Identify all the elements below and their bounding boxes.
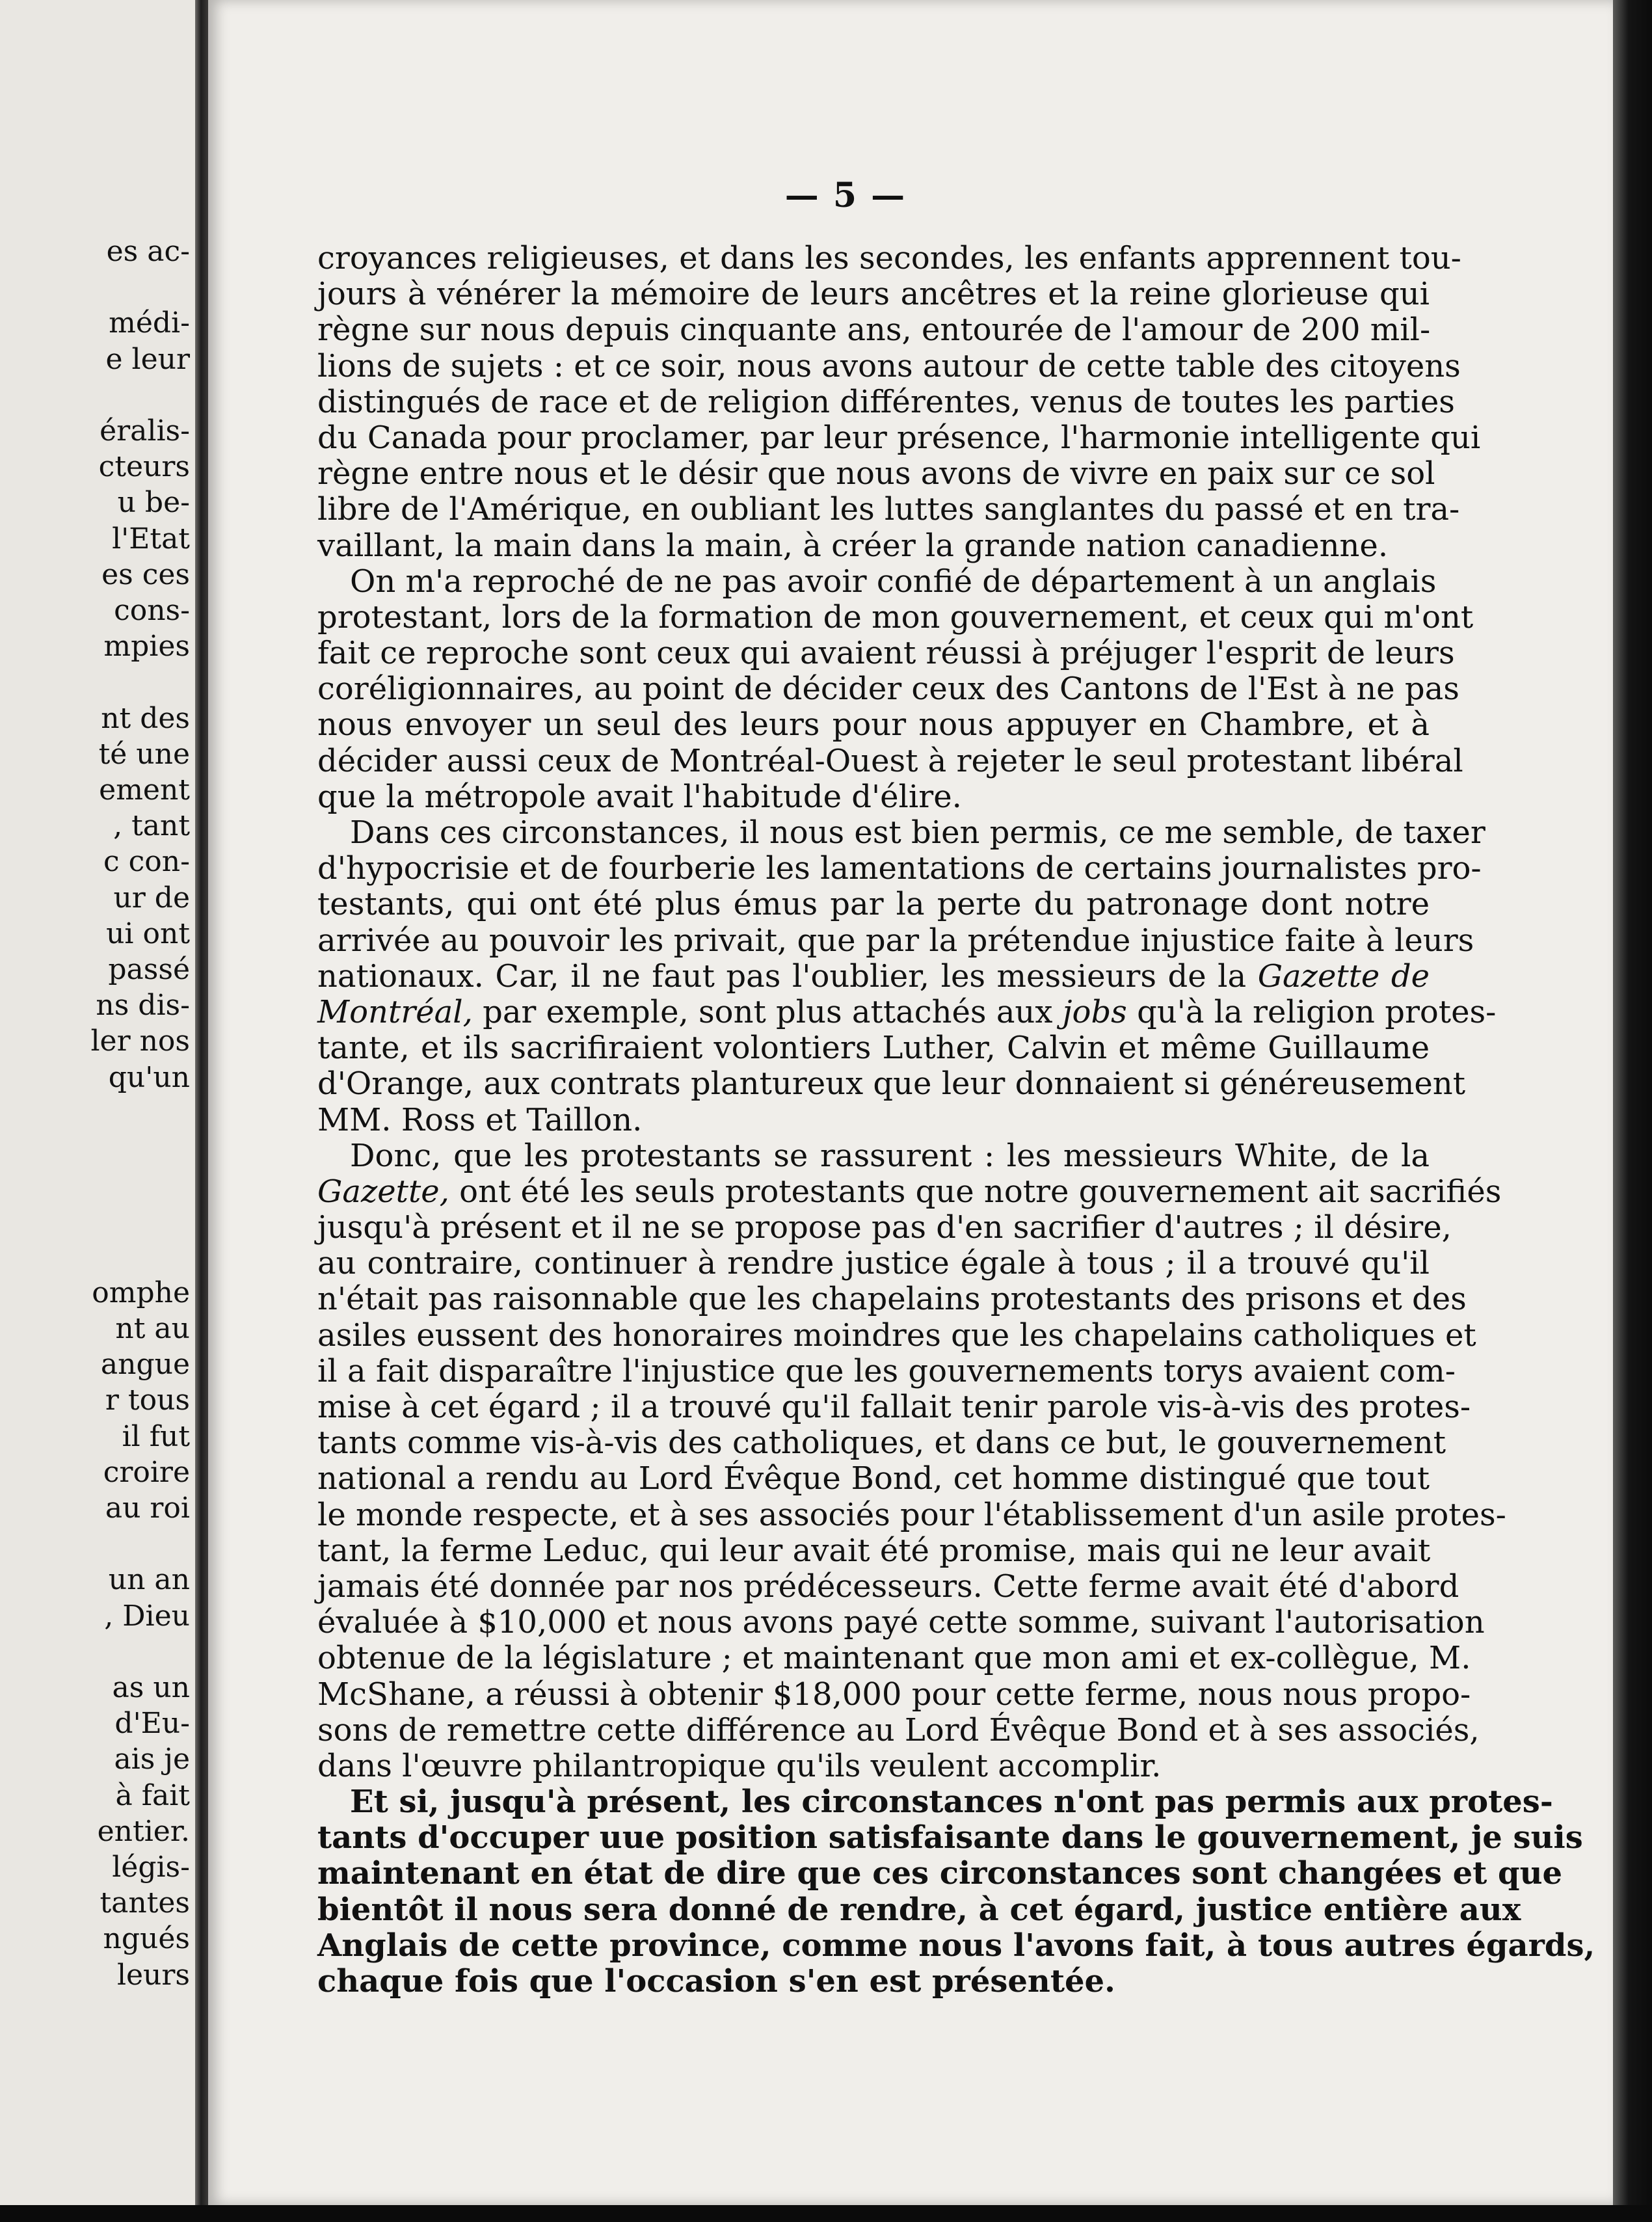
- text-line: nous envoyer un seul des leurs pour nous appuyer en Chambre, et à: [317, 706, 1430, 743]
- left-page-line: u be-: [117, 486, 190, 520]
- text-line: que la métropole avait l'habitude d'élire.: [317, 778, 962, 815]
- left-page-line: té une: [98, 737, 190, 771]
- left-page-line: éralis-: [100, 414, 190, 448]
- page-number: — 5 —: [784, 176, 907, 215]
- text-line: tants d'occuper uue position satisfaisante dans le gouvernement, je suis: [317, 1819, 1583, 1856]
- text-line: testants, qui ont été plus émus par la perte du patronage dont notre: [317, 886, 1430, 923]
- book-gutter: [195, 0, 208, 2222]
- text-line: Anglais de cette province, comme nous l'avons fait, à tous autres égards,: [317, 1927, 1595, 1964]
- text-line: bientôt il nous sera donné de rendre, à cet égard, justice entière aux: [317, 1891, 1521, 1928]
- paragraph: [317, 1137, 1506, 1784]
- text-line: il a fait disparaître l'injustice que les gouvernements torys avaient com-: [317, 1352, 1456, 1389]
- text-line: maintenant en état de dire que ces circonstances sont changées et que: [317, 1855, 1563, 1892]
- page-bottom-edge: [0, 2205, 1652, 2222]
- left-page-line: cteurs: [98, 450, 190, 484]
- text-line: évaluée à $10,000 et nous avons payé cette somme, suivant l'autorisation: [317, 1604, 1485, 1641]
- left-page-line: e leur: [105, 342, 190, 376]
- text-line: décider aussi ceux de Montréal-Ouest à rejeter le seul protestant libéral: [317, 742, 1463, 779]
- text-line: n'était pas raisonnable que les chapelains protestants des prisons et des: [317, 1281, 1467, 1318]
- paragraph: [317, 814, 1497, 1138]
- left-page-line: nt au: [115, 1312, 190, 1345]
- body-text: [317, 240, 1595, 2000]
- left-page-line: cons-: [114, 594, 190, 627]
- left-page-line: as un: [112, 1671, 190, 1704]
- text-line: règne entre nous et le désir que nous avons de vivre en paix sur ce sol: [317, 455, 1435, 492]
- text-line: obtenue de la législature ; et maintenant que mon ami et ex-collègue, M.: [317, 1640, 1471, 1677]
- left-page-line: au roi: [105, 1492, 190, 1525]
- left-page-line: , tant: [113, 809, 190, 843]
- text-line: McShane, a réussi à obtenir $18,000 pour cette ferme, nous nous propo-: [317, 1676, 1471, 1713]
- text-line: d'hypocrisie et de fourberie les lamentations de certains journalistes pro-: [317, 850, 1482, 887]
- text-line: mise à cet égard ; il a trouvé qu'il fallait tenir parole vis-à-vis des protes-: [317, 1389, 1471, 1425]
- text-line: Gazette, ont été les seuls protestants que notre gouvernement ait sacrifiés: [317, 1173, 1502, 1210]
- paragraph: [317, 563, 1474, 815]
- text-line: distingués de race et de religion différentes, venus de toutes les parties: [317, 383, 1455, 420]
- left-page-line: ui ont: [106, 917, 190, 950]
- left-page-line: ngués: [103, 1922, 190, 1956]
- text-line: tants comme vis-à-vis des catholiques, et dans ce but, le gouvernement: [317, 1425, 1446, 1462]
- text-line: Montréal, par exemple, sont plus attachés aux jobs qu'à la religion protes-: [317, 993, 1497, 1030]
- previous-page-fragment: [0, 0, 195, 2222]
- text-line: croyances religieuses, et dans les secondes, les enfants apprennent tou-: [317, 240, 1461, 276]
- text-line: coréligionnaires, au point de décider ceux des Cantons de l'Est à ne pas: [317, 671, 1459, 708]
- left-page-line: ns dis-: [96, 989, 190, 1023]
- left-page-line: qu'un: [108, 1060, 190, 1094]
- text-line: du Canada pour proclamer, par leur présence, l'harmonie intelligente qui: [317, 419, 1481, 456]
- left-page-line: légis-: [112, 1851, 190, 1884]
- text-line: tant, la ferme Leduc, qui leur avait été promise, mais qui ne leur avait: [317, 1532, 1431, 1569]
- left-page-line: leurs: [116, 1958, 190, 1992]
- paragraph: [317, 1784, 1595, 2000]
- text-line: lions de sujets : et ce soir, nous avons autour de cette table des citoyens: [317, 347, 1461, 384]
- page-edge-shadow: [1613, 0, 1652, 2222]
- left-page-line: es ces: [101, 557, 190, 591]
- left-page-line: mpies: [103, 630, 190, 663]
- text-line: règne sur nous depuis cinquante ans, entourée de l'amour de 200 mil-: [317, 312, 1431, 349]
- text-line: d'Orange, aux contrats plantureux que leur donnaient si généreusement: [317, 1065, 1465, 1103]
- text-line: asiles eussent des honoraires moindres que les chapelains catholiques et: [317, 1317, 1476, 1354]
- text-line: sons de remettre cette différence au Lord Évêque Bond et à ses associés,: [317, 1711, 1480, 1748]
- text-line: chaque fois que l'occasion s'en est présentée.: [317, 1963, 1115, 2000]
- text-line: nationaux. Car, il ne faut pas l'oublier, les messieurs de la Gazette de: [317, 957, 1430, 995]
- left-page-line: médi-: [109, 306, 190, 340]
- left-page-line: croire: [103, 1455, 190, 1489]
- left-page-line: c con-: [103, 845, 190, 879]
- text-line: On m'a reproché de ne pas avoir confié de département à un anglais: [350, 563, 1437, 600]
- left-page-line: d'Eu-: [114, 1707, 190, 1741]
- text-line: au contraire, continuer à rendre justice égale à tous ; il a trouvé qu'il: [317, 1245, 1430, 1282]
- text-line: fait ce reproche sont ceux qui avaient réussi à préjuger l'esprit de leurs: [317, 635, 1455, 672]
- text-line: jours à vénérer la mémoire de leurs ancêtres et la reine glorieuse qui: [317, 276, 1430, 313]
- text-line: Donc, que les protestants se rassurent : les messieurs White, de la: [350, 1137, 1430, 1174]
- text-line: jamais été donnée par nos prédécesseurs. Cette ferme avait été d'abord: [317, 1568, 1459, 1605]
- left-page-line: passé: [108, 953, 190, 986]
- text-line: jusqu'à présent et il ne se propose pas d'en sacrifier d'autres ; il désire,: [317, 1209, 1452, 1246]
- left-page-line: r tous: [105, 1384, 190, 1417]
- left-page-line: entier.: [97, 1814, 190, 1848]
- left-page-line: ais je: [114, 1743, 190, 1776]
- text-line: national a rendu au Lord Évêque Bond, cet homme distingué que tout: [317, 1460, 1430, 1497]
- left-page-line: es ac-: [106, 235, 190, 268]
- left-page-line: l'Etat: [112, 522, 190, 556]
- text-line: tante, et ils sacrifiraient volontiers Luther, Calvin et même Guillaume: [317, 1030, 1430, 1067]
- text-line: Et si, jusqu'à présent, les circonstances n'ont pas permis aux protes-: [350, 1784, 1553, 1821]
- text-line: protestant, lors de la formation de mon gouvernement, et ceux qui m'ont: [317, 598, 1474, 636]
- left-page-line: ement: [99, 773, 190, 807]
- left-page-line: , Dieu: [104, 1599, 190, 1633]
- left-page-line: ur de: [113, 881, 190, 915]
- text-line: le monde respecte, et à ses associés pour l'établissement d'un asile protes-: [317, 1496, 1506, 1533]
- left-page-line: ler nos: [90, 1024, 190, 1058]
- text-line: vaillant, la main dans la main, à créer la grande nation canadienne.: [317, 527, 1389, 564]
- left-page-line: angue: [100, 1348, 190, 1382]
- text-line: dans l'œuvre philantropique qu'ils veulent accomplir.: [317, 1747, 1162, 1784]
- left-page-line: à fait: [115, 1778, 190, 1812]
- text-line: MM. Ross et Taillon.: [317, 1101, 643, 1138]
- text-line: libre de l'Amérique, en oubliant les luttes sanglantes du passé et en tra-: [317, 491, 1460, 528]
- text-line: arrivée au pouvoir les privait, que par la prétendue injustice faite à leurs: [317, 922, 1474, 959]
- left-page-line: tantes: [100, 1886, 190, 1920]
- left-page-line: un an: [108, 1563, 190, 1597]
- left-page-line: il fut: [122, 1419, 190, 1453]
- left-page-line: nt des: [101, 701, 190, 735]
- text-line: Dans ces circonstances, il nous est bien permis, ce me semble, de taxer: [350, 814, 1485, 851]
- left-page-line: omphe: [92, 1276, 190, 1309]
- paragraph: [317, 240, 1481, 564]
